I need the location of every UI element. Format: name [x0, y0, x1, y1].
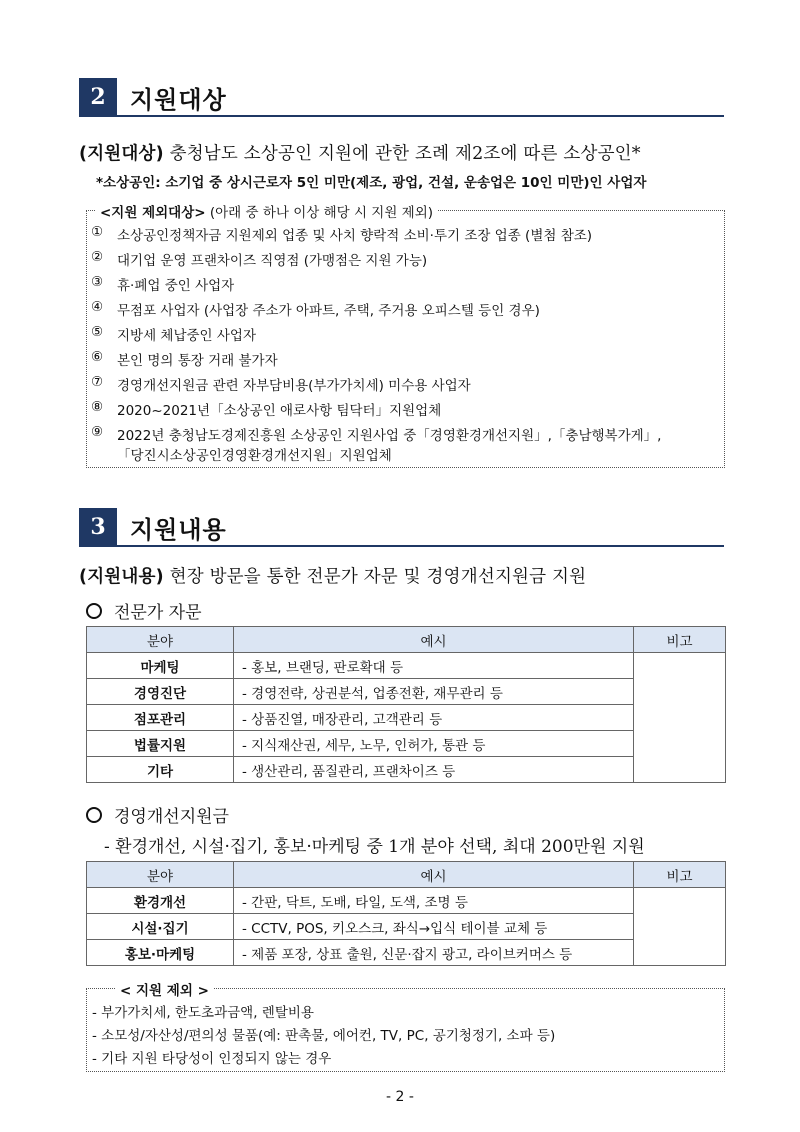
section-title: 지원내용	[130, 516, 227, 544]
target-lead-text: 충청남도 소상공인 지원에 관한 조례 제2조에 따른 소상공인*	[163, 144, 641, 164]
consult-heading: 전문가 자문	[86, 598, 202, 623]
exclusion-list	[91, 224, 721, 466]
table-row: 법률지원 - 지식재산권, 세무, 노무, 인허가, 통관 등	[87, 731, 726, 757]
list-item: ⑧ 2020~2021년「소상공인 애로사항 팀닥터」지원업체	[91, 399, 442, 419]
list-item: ⑦ 경영개선지원금 관련 자부담비용(부가가치세) 미수용 사업자	[91, 374, 471, 394]
fund-table	[86, 861, 726, 966]
section-number: 2	[79, 78, 117, 116]
content-lead	[79, 563, 586, 588]
page-number: - 2 -	[386, 1089, 414, 1105]
remarks-cell	[634, 653, 726, 783]
support-exclusion-list	[92, 1001, 720, 1070]
fund-subline: - 환경개선, 시설·집기, 홍보·마케팅 중 1개 분야 선택, 최대 200만원 지원	[104, 837, 645, 857]
list-item: 「당진시소상공인경영환경개선지원」지원업체	[117, 448, 392, 464]
table-row: 기타 - 생산관리, 품질관리, 프랜차이즈 등	[87, 757, 726, 783]
section-number: 3	[79, 508, 117, 546]
section-rule	[79, 115, 724, 117]
list-item: ② 대기업 운영 프랜차이즈 직영점 (가맹점은 지원 가능)	[91, 249, 428, 269]
table-row: 경영진단 - 경영전략, 상권분석, 업종전환, 재무관리 등	[87, 679, 726, 705]
exclusion-box-title	[96, 201, 437, 221]
section-rule	[79, 545, 724, 547]
list-item: - 부가가치세, 한도초과금액, 렌탈비용	[92, 1005, 314, 1021]
circle-bullet-icon	[86, 807, 102, 823]
support-exclusion-title: < 지원 제외 >	[116, 979, 213, 999]
list-item: ④ 무점포 사업자 (사업장 주소가 아파트, 주택, 주거용 오피스텔 등인 경우)	[91, 299, 540, 319]
list-item: ⑥ 본인 명의 통장 거래 불가자	[91, 349, 278, 369]
table-header-row: 분야 예시 비고	[87, 627, 726, 653]
target-lead	[79, 140, 641, 165]
table-row: 점포관리 - 상품진열, 매장관리, 고객관리 등	[87, 705, 726, 731]
section-title: 지원대상	[130, 86, 227, 114]
content-lead-label: (지원내용)	[79, 567, 164, 587]
list-item: ⑤ 지방세 체납중인 사업자	[91, 324, 256, 344]
target-lead-label: (지원대상)	[79, 144, 164, 164]
list-item: ③ 휴·폐업 중인 사업자	[91, 274, 235, 294]
circle-bullet-icon	[86, 603, 102, 619]
exclusion-title: <지원 제외대상>	[100, 205, 206, 221]
table-row: 환경개선 - 간판, 닥트, 도배, 타일, 도색, 조명 등	[87, 888, 726, 914]
table-row: 시설·집기 - CCTV, POS, 키오스크, 좌식→입식 테이블 교체 등	[87, 914, 726, 940]
fund-heading: 경영개선지원금	[86, 802, 229, 827]
list-item: - 소모성/자산성/편의성 물품(예: 판촉물, 에어컨, TV, PC, 공기청정기, 소파 등)	[92, 1028, 556, 1044]
content-lead-text: 현장 방문을 통한 전문가 자문 및 경영개선지원금 지원	[163, 567, 587, 587]
remarks-cell	[634, 888, 726, 966]
list-item: ⑨ 2022년 충청남도경제진흥원 소상공인 지원사업 중「경영환경개선지원」,「충남행복가게」,	[91, 424, 662, 444]
small-business-note: *소상공인: 소기업 중 상시근로자 5인 미만(제조, 광업, 건설, 운송업은 10인 미만)인 사업자	[96, 175, 647, 191]
list-item: - 기타 지원 타당성이 인정되지 않는 경우	[92, 1051, 332, 1067]
table-row: 마케팅 - 홍보, 브랜딩, 판로확대 등	[87, 653, 726, 679]
table-header-row: 분야 예시 비고	[87, 862, 726, 888]
consult-table	[86, 626, 726, 783]
exclusion-title-note: (아래 중 하나 이상 해당 시 지원 제외)	[205, 205, 434, 221]
table-row: 홍보·마케팅 - 제품 포장, 상표 출원, 신문·잡지 광고, 라이브커머스 등	[87, 940, 726, 966]
list-item: ① 소상공인정책자금 지원제외 업종 및 사치 향락적 소비·투기 조장 업종 (별첨 참조)	[91, 224, 593, 244]
